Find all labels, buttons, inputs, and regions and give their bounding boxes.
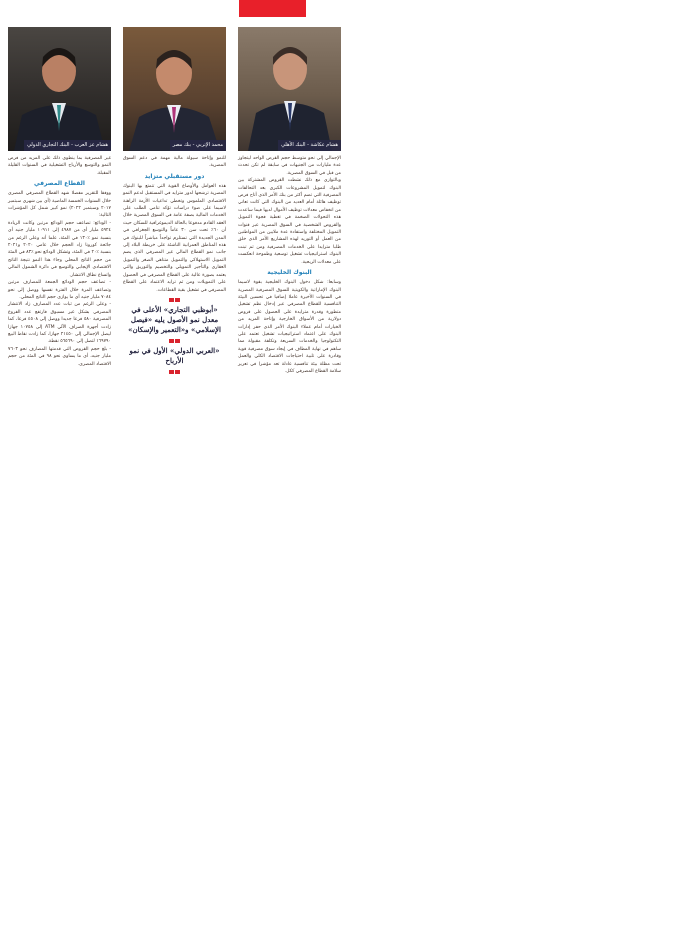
photo-caption: هشام عز العرب - البنك التجاري الدولي xyxy=(24,140,111,151)
section-heading: القطاع المصرفي xyxy=(34,180,85,188)
paragraph: وسابعا: شكل دخول البنوك الخليجية بقوة لاسيما البنوك الإماراتية والكويتية للسوق المصرفية المصرية في السنوات الأخيرة عاملا إضافيا في تحسين البيئة التنافسية للقطاع المصرفي عبر إدخال نظم تشغيل متطورة وقدرة متزايدة على الحصول على قروض دولارية من الأسواق الخارجية وإتاحة المزيد من الخيارات أمام عملاء البنوك الأمر الذي حفز إدارات البنوك على اعتماد استراتيجيات تشغيل تعتمد على التكنولوجيا والخدمات السريعة وتكلفة مقبولة مما ساهم في نهاية المطاف في إيجاد سوق مصرفية قوية وقادرة على تلبية احتياجات الاقتصاد الكلي والعمل تحت مظلة بيئة تنافسية عادلة تعد مؤشرا في تعزيز سلامة القطاع المصرفي ككل. xyxy=(238,280,341,374)
column-middle xyxy=(123,27,226,377)
paragraph: للنمو وإتاحة سيولة مالية مهمة في دعم السوق المصرية. xyxy=(123,156,226,169)
separator-bullets xyxy=(123,339,226,343)
portrait-photo-middle xyxy=(123,27,226,151)
portrait-photo-right xyxy=(238,27,341,151)
photo-caption: هشام عكاشة - البنك الأهلي xyxy=(278,140,341,151)
separator-bullets xyxy=(123,298,226,302)
paragraph: - بلغ حجم القروض التي قدمتها المصارف نحو ٧٦٠٣ مليار جنيه، أي ما يساوي نحو ٩٨ في المئة من حجم الاقتصاد المصري. xyxy=(8,346,112,367)
column-left xyxy=(8,27,111,368)
portrait-figure-icon xyxy=(238,27,341,151)
pull-quote: «العربي الدولي» الأول في نمو الأرباح xyxy=(129,345,220,365)
red-header-banner xyxy=(239,0,306,17)
paragraph: ووفقا للتقرير مفصلا شهد القطاع المصرفي المصري خلال السنوات الخمسة الماضية (أي بين شهري سبتمبر ٢٠١٧ وسبتمبر ٢٠٢٢) نمو كبير شمل كل المؤشرات التالية: xyxy=(8,191,111,219)
pull-quote: «أبوظبي التجاري» الأعلى في معدل نمو الأصول يليه «فيصل الإسلامي» و«التعمير والإسكان» xyxy=(128,304,221,334)
column-right xyxy=(238,27,341,375)
portrait-figure-icon xyxy=(123,27,226,151)
paragraph: غير المصرفية بما ينطوي ذلك على المزيد من فرص النمو والتوسع والأرباح التشغيلية في السنوات القليلة المقبلة. xyxy=(8,156,111,176)
portrait-figure-icon xyxy=(8,27,111,151)
paragraph: - الودائع: تضاعف حجم الودائع مرتين وكانت الزيادة ٥٩٢٤ مليار أي من ٤٩٨٧ إلى ١٠٩١١ مليار جنيه أي بنسبة نمو ٪١٣٠ في المئة، علما أنه وعلى الرغم من جائحة كورونا زاد الحجم خلال عامي ٢٠٢٠ و٢٠٢١ بنسبة ٪٢٠ في المئة، وتشكل الودائع نحو ٪٨٣ في المئة من حجم الناتج المحلي وجاء هذا النمو نتيجة الناتج الاقتصادي الإيجابي والتوسع في دائرة الشمول المالي واتساع نطاق الانتشار. xyxy=(8,220,111,278)
paragraph: الإجمالي إلى نحو متوسط حجم القرض الواحد ليتجاوز عدة مليارات من الجنيهات في سابقة لم تكن تحدث من قبل في السوق المصرية. xyxy=(238,156,341,176)
paragraph: - وعلى الرغم من ثبات عدد المصارف زاد الانتشار المصرفي بشكل غير مسبوق فارتفع عدد الفروع المصرفية ٥٨٠ فرعا جديدا ووصل إلى ٤٥٠٨ فرعا، كما زادت أجهزة الصراف الآلي ATM إلى ١٠٧٥٨ جهازا ليصل الإجمالي إلى ٢١٤٥٠ جهازا، كما زادت نقاط البيع ١٦٩٧٩٠ لتصل إلى ٥٦٥٦٩٠ نقطة. xyxy=(8,302,112,345)
paragraph: هذه العوامل والأوضاع القوية التي تتمتع بها البنوك المصرية ترشحها لدور متزايد في المستقبل لدعم النمو الاقتصادي الملموس وتخطي تداعيات الأزمة الراهنة لاسيما على ضوء دراسات تؤكد تنامي الطلب على الخدمات المالية بصفة عامة في السوق المصرية خلال العقد القادم مدفوعا بالحالة الديموغرافية للسكان حيث أن ٦٠٪ تحت سن ٣٠ عاماً والتوسع الجغرافي في المدن الجديدة التي تستلزم تواجداً مباشراً للبنوك في هذه المناطق العمرانية الناشئة على خريطة البلاد إلى جانب نمو القطاع المالي غير المصرفي الذي يضم التمويل الاستهلاكي والتمويل متناهي الصغر والتمويل العقاري والتأجير التمويلي والتخصيم والتوريق والتي يعتمد بصورة عالية على القطاع المصرفي في الحصول على التمويلات ومن ثم تزايد الاعتماد على القطاع المصرفي في تشغيل بقية القطاعات. xyxy=(123,183,226,293)
paragraph: وبالتوازي مع ذلك نشطت القروض المشتركة بين البنوك لتمويل المشروعات الكبرى بعد التحالفات المصرفية التي تضم أكثر من بنك الأمر الذي أتاح فرص توظيف هائلة أمام العديد من البنوك التي كانت تعاني من انخفاض معدلات توظيف الأموال لديها فيما ساعدت هذه التحولات الضخمة في تغطية فجوة التمويل والقروض الشخصية في السوق المصرية عبر قنوات التمويل المختلفة واستفادة عدة ملايين من المواطنين من العمل أو التوريد لهذه المشاريع الأمر الذي خلق طلبا متزايدا على الخدمات المصرفية ومن ثم تبنت البنوك استراتيجيات تشغيل توسعية وطموحة انعكست على معدلات الربحية. xyxy=(238,178,341,265)
separator-bullets xyxy=(123,370,226,374)
portrait-photo-left xyxy=(8,27,111,151)
photo-caption: محمد الإتربي - بنك مصر xyxy=(170,140,226,151)
section-heading: البنوك الخليجية xyxy=(267,269,312,277)
section-heading: دور مستقبلي متزايد xyxy=(144,172,205,180)
paragraph: - تضاعف حجم الودائع الجمعة للمصارف مرتين وتضاعف المرة خلال الفترة نفسها ووصل إلى نحو ٧٠٨٤ مليار جنيه أي ما يوازي حجم الناتج المحلي. xyxy=(8,280,111,300)
